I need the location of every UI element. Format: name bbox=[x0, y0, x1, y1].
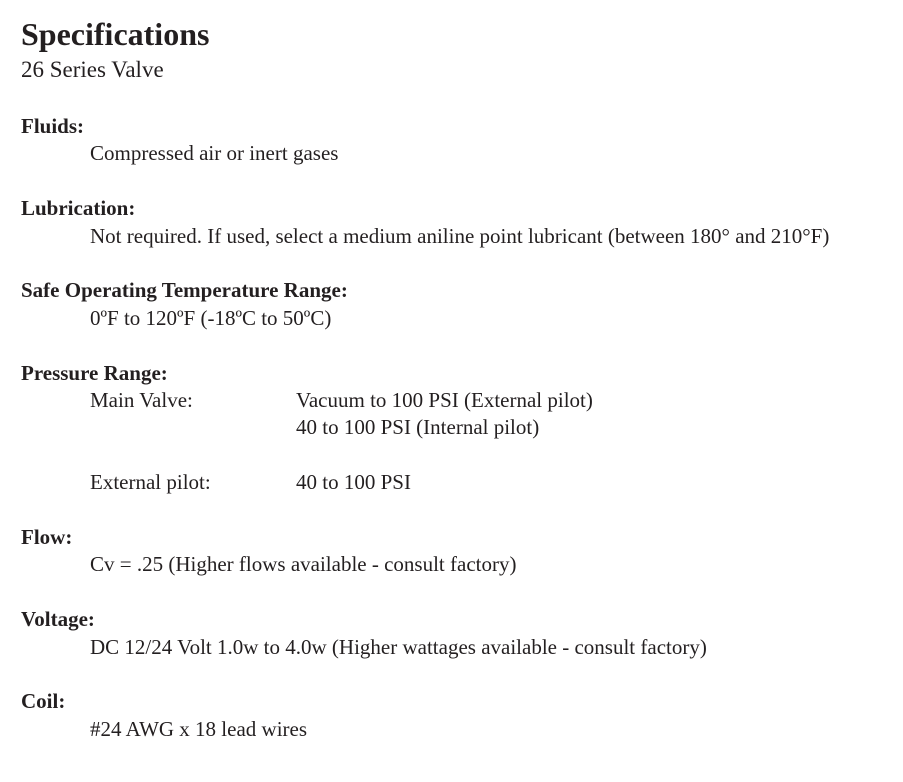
temperature-heading: Safe Operating Temperature Range: bbox=[21, 278, 348, 302]
voltage-value: DC 12/24 Volt 1.0w to 4.0w (Higher wattages available - consult factory) bbox=[90, 635, 707, 659]
coil-value: #24 AWG x 18 lead wires bbox=[90, 717, 308, 741]
voltage-heading: Voltage: bbox=[21, 607, 95, 631]
main-valve-label: Main Valve: bbox=[90, 388, 193, 412]
external-pilot-label: External pilot: bbox=[90, 470, 211, 494]
flow-heading: Flow: bbox=[21, 525, 73, 549]
pressure-heading: Pressure Range: bbox=[21, 361, 168, 385]
main-valve-value-internal: 40 to 100 PSI (Internal pilot) bbox=[296, 415, 540, 439]
temperature-value: 0ºF to 120ºF (-18ºC to 50ºC) bbox=[90, 306, 332, 330]
coil-heading: Coil: bbox=[21, 689, 66, 713]
lubrication-heading: Lubrication: bbox=[21, 196, 136, 220]
flow-value: Cv = .25 (Higher flows available - consult factory) bbox=[90, 552, 517, 576]
lubrication-value: Not required. If used, select a medium aniline point lubricant (between 180° and 210°F) bbox=[90, 224, 830, 248]
main-valve-value-external: Vacuum to 100 PSI (External pilot) bbox=[296, 388, 593, 412]
fluids-value: Compressed air or inert gases bbox=[90, 141, 339, 165]
page-title: Specifications bbox=[21, 16, 210, 52]
fluids-heading: Fluids: bbox=[21, 114, 85, 138]
external-pilot-value: 40 to 100 PSI bbox=[296, 470, 411, 494]
page-subtitle: 26 Series Valve bbox=[21, 57, 164, 82]
